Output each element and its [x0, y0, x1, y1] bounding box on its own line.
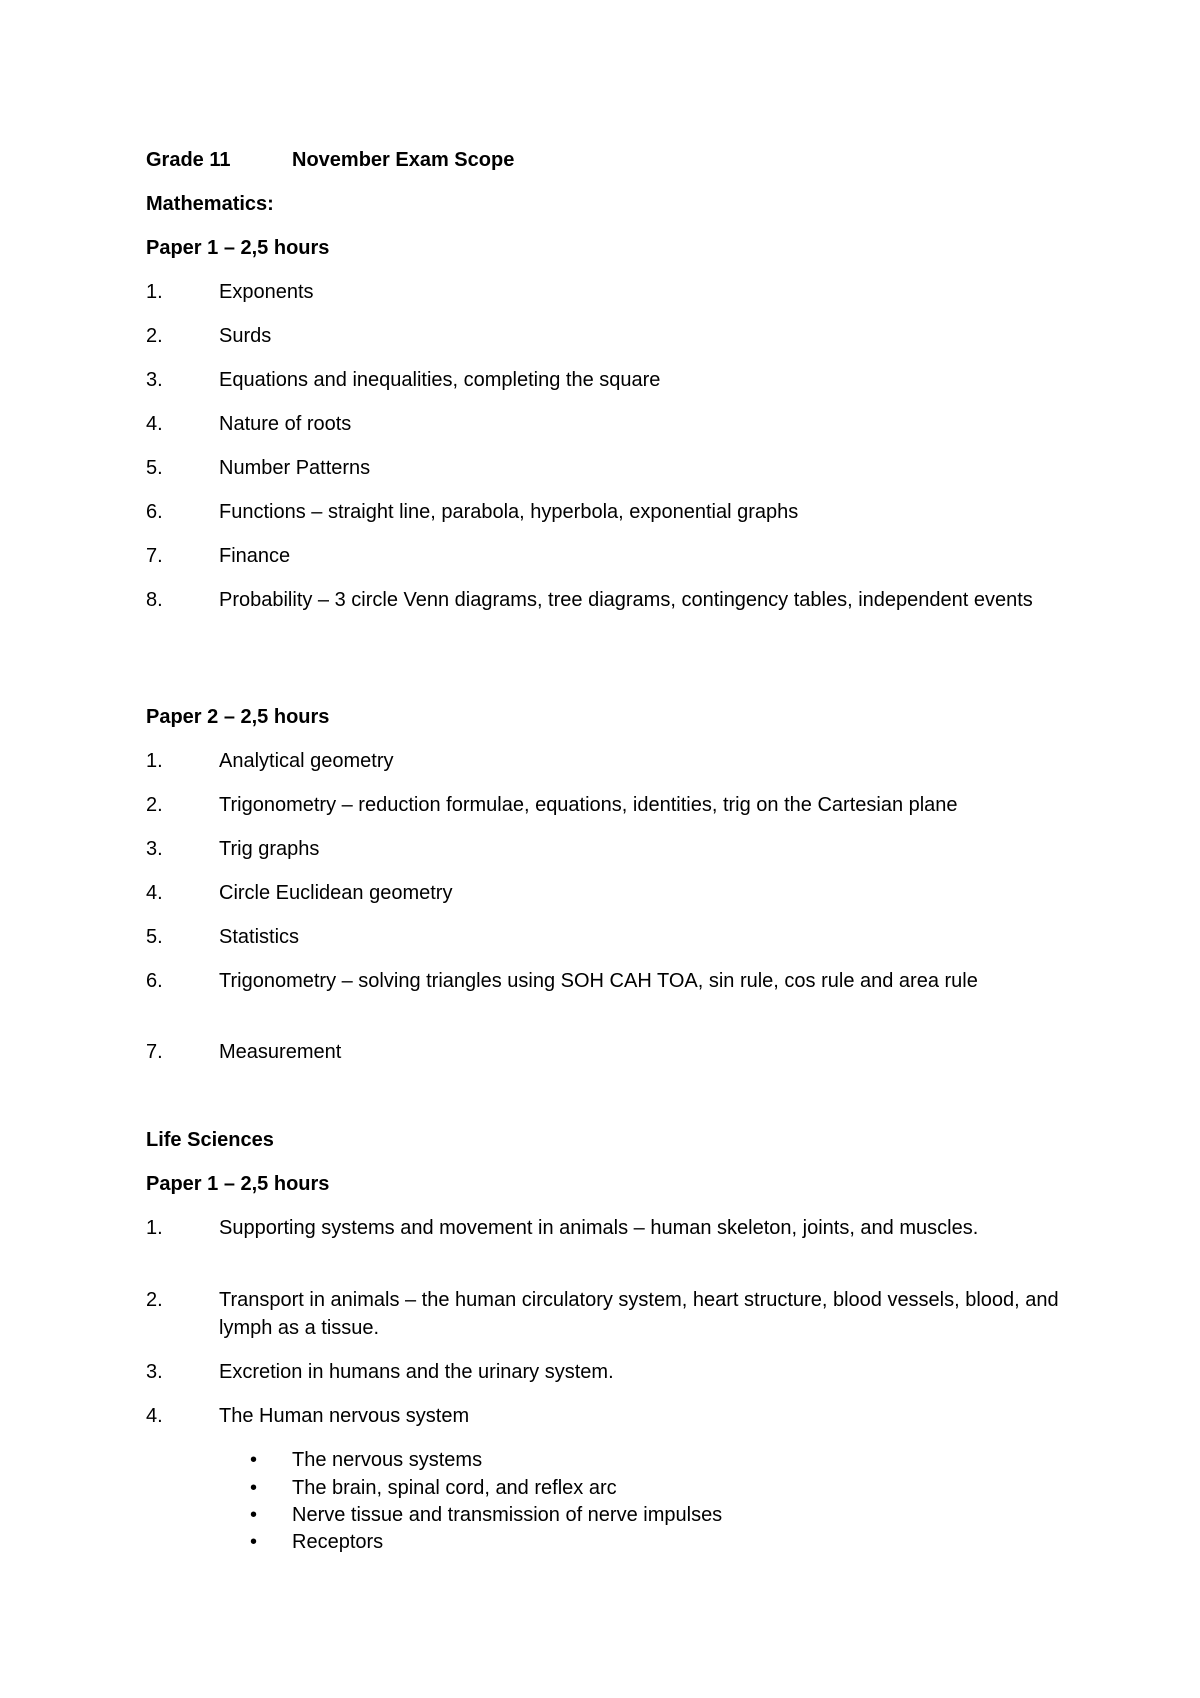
- life-sciences-heading: Life Sciences: [146, 1129, 274, 1151]
- list-item-number: 4.: [146, 413, 163, 435]
- list-item-number: 4.: [146, 1405, 163, 1427]
- list-item-number: 2.: [146, 794, 163, 816]
- list-item-number: 1.: [146, 750, 163, 772]
- math-paper2-heading: Paper 2 – 2,5 hours: [146, 706, 330, 728]
- list-item-number: 3.: [146, 1361, 163, 1383]
- list-item-number: 2.: [146, 325, 163, 347]
- list-item: Exponents: [219, 281, 314, 303]
- math-paper1-heading: Paper 1 – 2,5 hours: [146, 237, 330, 259]
- list-item-number: 7.: [146, 545, 163, 567]
- list-item-number: 3.: [146, 369, 163, 391]
- list-item-number: 4.: [146, 882, 163, 904]
- bullet-item: Receptors: [292, 1531, 384, 1553]
- list-item-number: 6.: [146, 501, 163, 523]
- list-item-number: 1.: [146, 281, 163, 303]
- bullet-icon: •: [250, 1449, 258, 1471]
- list-item: Supporting systems and movement in animals – human skeleton, joints, and muscles.: [219, 1217, 979, 1239]
- list-item-number: 7.: [146, 1041, 163, 1063]
- grade-label: Grade 11: [146, 149, 231, 171]
- list-item: Analytical geometry: [219, 750, 394, 772]
- bullet-item: Nerve tissue and transmission of nerve impulses: [292, 1504, 723, 1526]
- bullet-icon: •: [250, 1531, 258, 1553]
- list-item: Trigonometry – solving triangles using SOH CAH TOA, sin rule, cos rule and area rule: [219, 970, 978, 992]
- list-item: Statistics: [219, 926, 300, 948]
- list-item: Trig graphs: [219, 838, 320, 860]
- list-item: Finance: [219, 545, 291, 567]
- list-item: Circle Euclidean geometry: [219, 882, 453, 904]
- list-item-number: 2.: [146, 1289, 163, 1311]
- list-item: Trigonometry – reduction formulae, equations, identities, trig on the Cartesian plane: [219, 794, 958, 816]
- bullet-icon: •: [250, 1477, 258, 1499]
- list-item: Nature of roots: [219, 413, 352, 435]
- exam-title: November Exam Scope: [292, 149, 515, 171]
- life-sciences-paper1-heading: Paper 1 – 2,5 hours: [146, 1173, 330, 1195]
- bullet-icon: •: [250, 1504, 258, 1526]
- list-item: Number Patterns: [219, 457, 371, 479]
- list-item: Functions – straight line, parabola, hyperbola, exponential graphs: [219, 501, 799, 523]
- list-item-number: 6.: [146, 970, 163, 992]
- bullet-item: The nervous systems: [292, 1449, 483, 1471]
- list-item: Measurement: [219, 1041, 342, 1063]
- list-item: Equations and inequalities, completing the square: [219, 369, 661, 391]
- list-item-number: 5.: [146, 457, 163, 479]
- bullet-item: The brain, spinal cord, and reflex arc: [292, 1477, 617, 1499]
- list-item-number: 8.: [146, 589, 163, 611]
- list-item-number: 3.: [146, 838, 163, 860]
- list-item: Transport in animals – the human circulatory system, heart structure, blood vessels, blood, and lymph as a tissue.: [219, 1289, 1059, 1339]
- list-item: Probability – 3 circle Venn diagrams, tree diagrams, contingency tables, independent events: [219, 589, 1033, 611]
- mathematics-heading: Mathematics:: [146, 193, 274, 215]
- list-item: Surds: [219, 325, 272, 347]
- list-item: The Human nervous system: [219, 1405, 470, 1427]
- list-item-number: 1.: [146, 1217, 163, 1239]
- list-item-number: 5.: [146, 926, 163, 948]
- list-item: Excretion in humans and the urinary system.: [219, 1361, 614, 1383]
